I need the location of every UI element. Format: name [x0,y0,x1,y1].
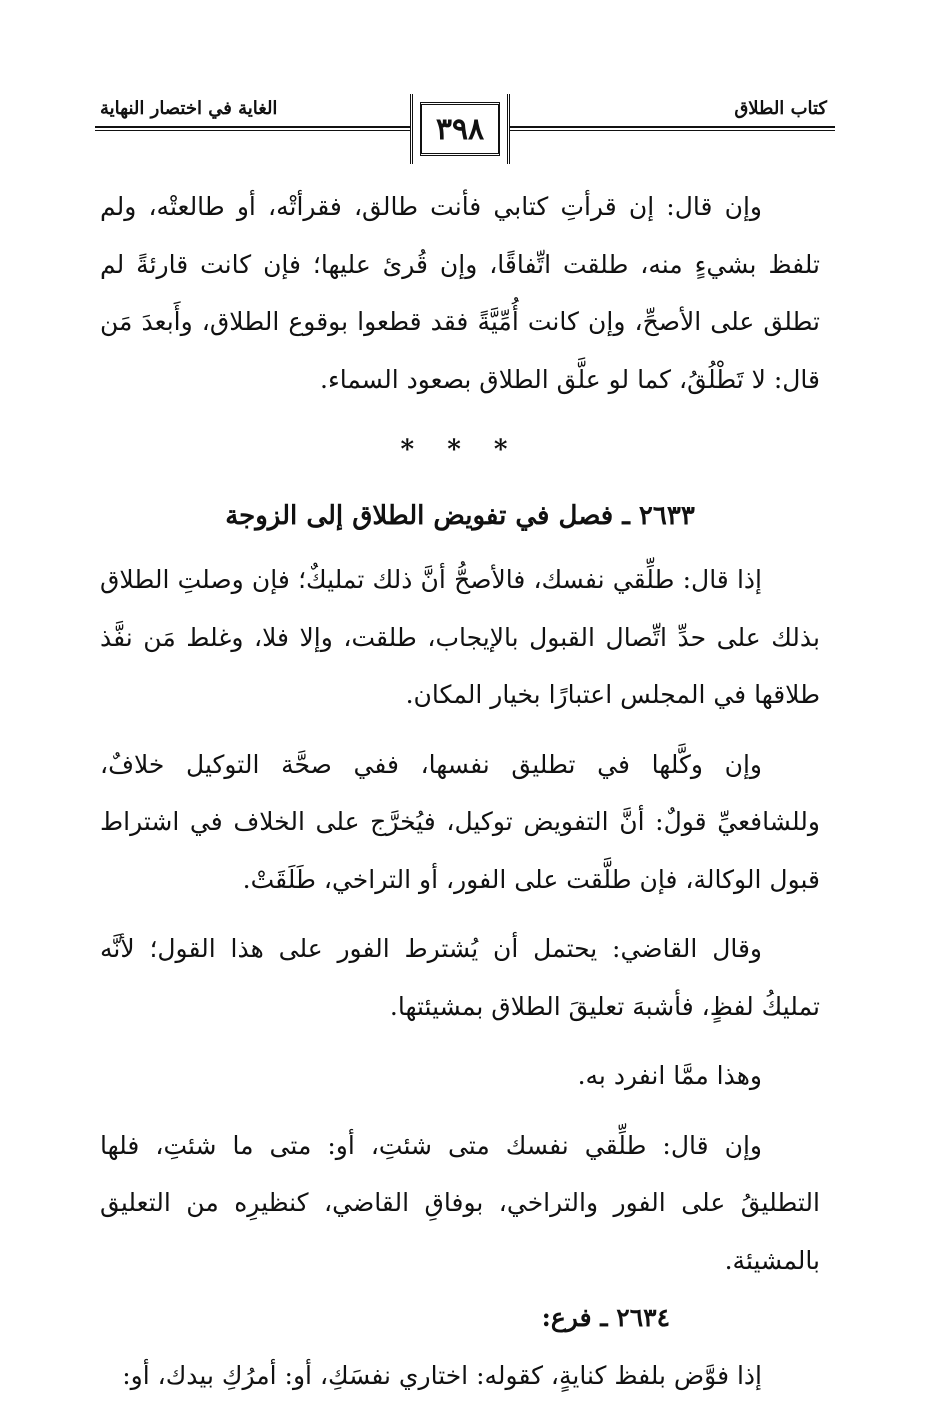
paragraph-2: إذا قال: طلِّقي نفسك، فالأصحُّ أنَّ ذلك تمليكٌ؛ فإن وصلتِ الطلاق بذلك على حدِّ اتِّصال القبول بالإيجاب، طلقت، وإلا فلا، وغلط مَن نفَّذ طلاقها في المجلس اعتبارًا بخيار المكان. [100,551,820,724]
page-number-frame [410,94,510,164]
paragraph-1: وإن قال: إن قرأتِ كتابي فأنت طالق، فقرأتْه، أو طالعتْه، ولم تلفظ بشيءٍ منه، طلقت اتِّفاقًا، وإن قُرئ عليها؛ فإن كانت قارئةً لم تطلق على الأصحِّ، وإن كانت أُمِّيَّةً فقد قطعوا بوقوع الطلاق، وأَبعدَ مَن قال: لا تَطْلُقُ، كما لو علَّق الطلاق بصعود السماء. [100,178,820,408]
paragraph-4: وقال القاضي: يحتمل أن يُشترط الفور على هذا القول؛ لأنَّه تمليكُ لفظٍ، فأشبهَ تعليقَ الطلاق بمشيئتها. [100,920,820,1035]
section-heading: ٢٦٣٣ ـ فصل في تفويض الطلاق إلى الزوجة [100,488,820,546]
chapter-title: كتاب الطلاق [734,98,827,119]
paragraph-5: وهذا ممَّا انفرد به. [100,1047,820,1105]
page-number: ٣٩٨ [420,102,500,156]
branch-heading: ٢٦٣٤ ـ فرع: [100,1289,670,1347]
paragraph-7: إذا فوَّض بلفظ كنايةٍ، كقوله: اختاري نفسَكِ، أو: أمرُكِ بيدك، أو: [100,1347,820,1404]
paragraph-3: وإن وكَّلها في تطليق نفسها، ففي صحَّة التوكيل خلافٌ، وللشافعيِّ قولٌ: أنَّ التفويض توكيل، فيُخرَّج على الخلاف في اشتراط قبول الوكالة، فإن طلَّقت على الفور، أو التراخي، طَلَقَتْ. [100,736,820,909]
page-header [95,88,835,168]
page-body [100,178,820,1404]
paragraph-6: وإن قال: طلِّقي نفسك متى شئتِ، أو: متى ما شئتِ، فلها التطليقُ على الفور والتراخي، بوفاقِ القاضي، كنظيرِه من التعليق بالمشيئة. [100,1117,820,1290]
section-separator: * * * [100,422,820,480]
book-title: الغاية في اختصار النهاية [100,98,277,119]
